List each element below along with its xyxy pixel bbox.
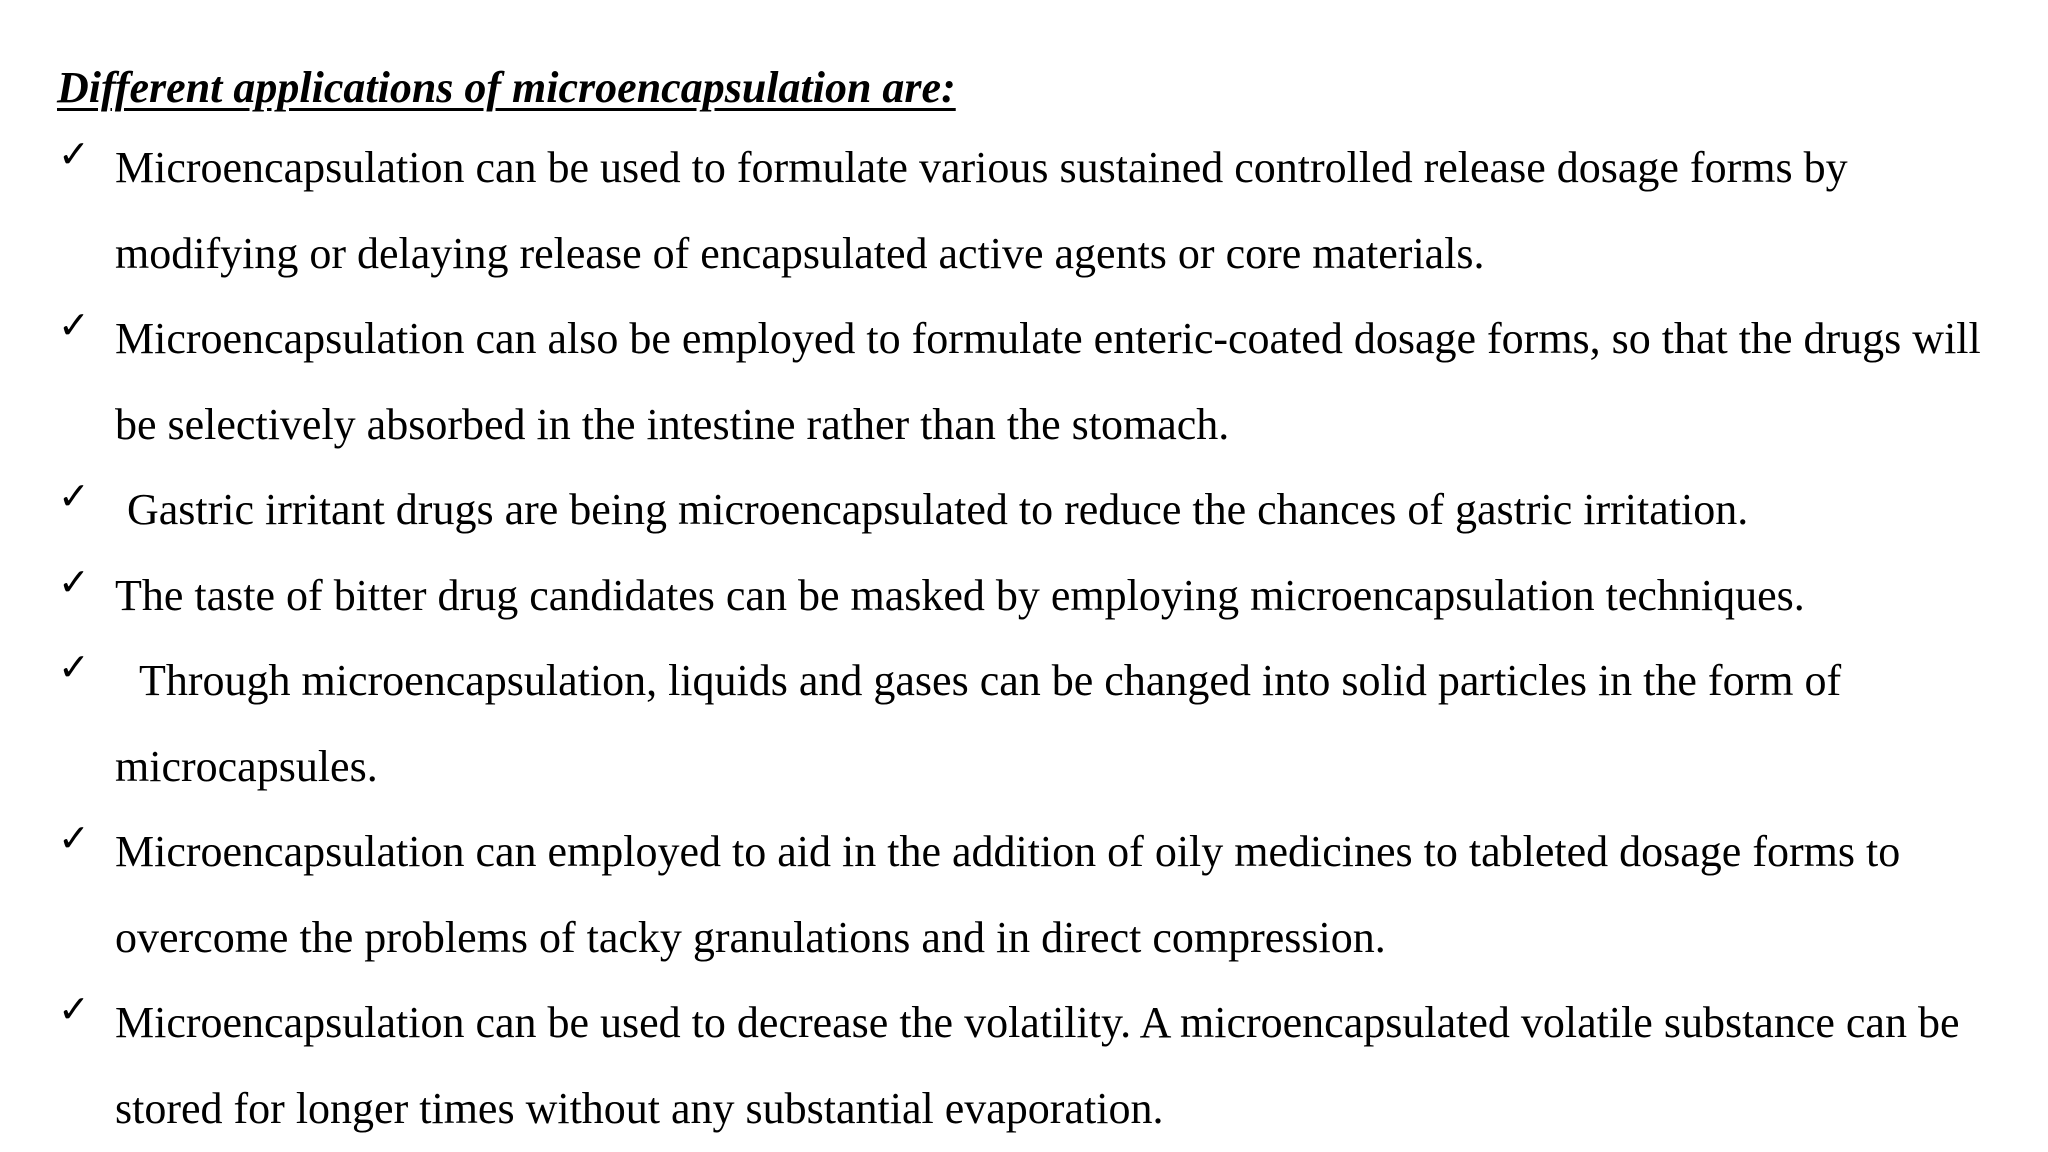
list-item bbox=[57, 125, 1987, 296]
list-item-text: Gastric irritant drugs are being microencapsulated to reduce the chances of gastric irritation. bbox=[127, 485, 1749, 534]
checkmark-icon: ✓ bbox=[58, 645, 90, 689]
list-item-text: The taste of bitter drug candidates can be masked by employing microencapsulation techniques. bbox=[115, 570, 1805, 620]
list-item bbox=[57, 980, 1987, 1151]
checkmark-icon: ✓ bbox=[58, 132, 90, 176]
checkmark-icon: ✓ bbox=[58, 474, 90, 518]
list-item-text: Microencapsulation can also be employed to formulate enteric-coated dosage forms, so that the drugs will be selectively absorbed in the intestine rather than the stomach. bbox=[115, 314, 1981, 449]
list-item bbox=[57, 638, 1987, 809]
applications-list bbox=[57, 125, 2028, 1151]
list-item-text: Microencapsulation can be used to decrease the volatility. A microencapsulated volatile substance can be stored for longer times without any substantial evaporation. bbox=[115, 998, 1960, 1133]
list-item bbox=[57, 553, 1987, 639]
checkmark-icon: ✓ bbox=[58, 816, 90, 860]
checkmark-icon: ✓ bbox=[58, 987, 90, 1031]
list-item bbox=[57, 809, 1987, 980]
checkmark-icon: ✓ bbox=[58, 303, 90, 347]
list-item-text: Microencapsulation can employed to aid in the addition of oily medicines to tableted dosage forms to overcome the problems of tacky granulations and in direct compression. bbox=[115, 827, 1901, 962]
list-item bbox=[57, 296, 1987, 467]
list-item-text: Through microencapsulation, liquids and gases can be changed into solid particles in the form of microcapsules. bbox=[115, 656, 1842, 791]
checkmark-icon: ✓ bbox=[58, 559, 90, 604]
section-heading: Different applications of microencapsulation are: bbox=[57, 63, 956, 112]
list-item-text: Microencapsulation can be used to formulate various sustained controlled release dosage forms by modifying or delaying release of encapsulated active agents or core materials. bbox=[115, 143, 1848, 278]
list-item bbox=[57, 467, 1987, 553]
